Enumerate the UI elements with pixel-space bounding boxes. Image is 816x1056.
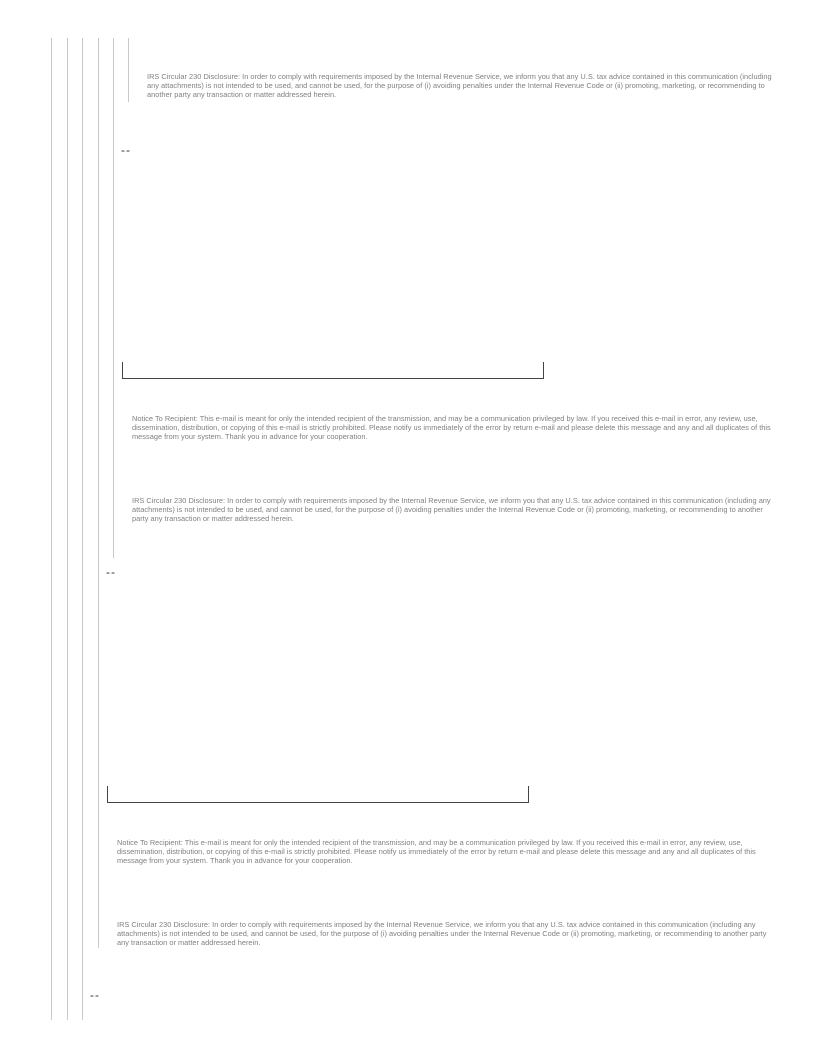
- notice-to-recipient: Notice To Recipient: This e-mail is meant for only the intended recipient of the transmission, and may be a communication privileged by law. If you received this e-mail in error, any review, use, dissemination, distribution, or copying of this e-mail is strictly prohibited. Please notify us immediately of the error by return e-mail and please delete this message and any and all duplicates of this message from your system. Thank you in advance for your cooperation.: [132, 414, 771, 442]
- irs-disclosure: IRS Circular 230 Disclosure: In order to comply with requirements imposed by the Internal Revenue Service, we inform you that any U.S. tax advice contained in this communication (including any attachments) is not intended to be used, and cannot be used, for the purpose of (i) avoiding penalties under the Internal Revenue Code or (ii) promoting, marketing, or recommending to another party any transaction or matter addressed herein.: [147, 72, 772, 100]
- signature-separator: --: [90, 988, 100, 1002]
- signature-separator: --: [121, 143, 131, 157]
- signature-frame: [122, 362, 544, 379]
- signature-separator: --: [106, 565, 116, 579]
- irs-disclosure: IRS Circular 230 Disclosure: In order to comply with requirements imposed by the Internal Revenue Service, we inform you that any U.S. tax advice contained in this communication (including any attachments) is not intended to be used, and cannot be used, for the purpose of (i) avoiding penalties under the Internal Revenue Code or (ii) promoting, marketing, or recommending to another party any transaction or matter addressed herein.: [117, 920, 767, 948]
- notice-to-recipient: Notice To Recipient: This e-mail is meant for only the intended recipient of the transmission, and may be a communication privileged by law. If you received this e-mail in error, any review, use, dissemination, distribution, or copying of this e-mail is strictly prohibited. Please notify us immediately of the error by return e-mail and please delete this message and any and all duplicates of this message from your system. Thank you in advance for your cooperation.: [117, 838, 756, 866]
- signature-frame: [107, 786, 529, 803]
- quote-bar-4: [98, 38, 99, 948]
- quote-bar-5: [113, 38, 114, 558]
- quote-bar-1: [51, 38, 52, 1020]
- quote-bar-6: [128, 38, 129, 102]
- quote-bar-2: [67, 38, 68, 1020]
- quote-bar-3: [82, 38, 83, 1020]
- irs-disclosure: IRS Circular 230 Disclosure: In order to comply with requirements imposed by the Internal Revenue Service, we inform you that any U.S. tax advice contained in this communication (including any attachments) is not intended to be used, and cannot be used, for the purpose of (i) avoiding penalties under the Internal Revenue Code or (ii) promoting, marketing, or recommending to another party any transaction or matter addressed herein.: [132, 496, 771, 524]
